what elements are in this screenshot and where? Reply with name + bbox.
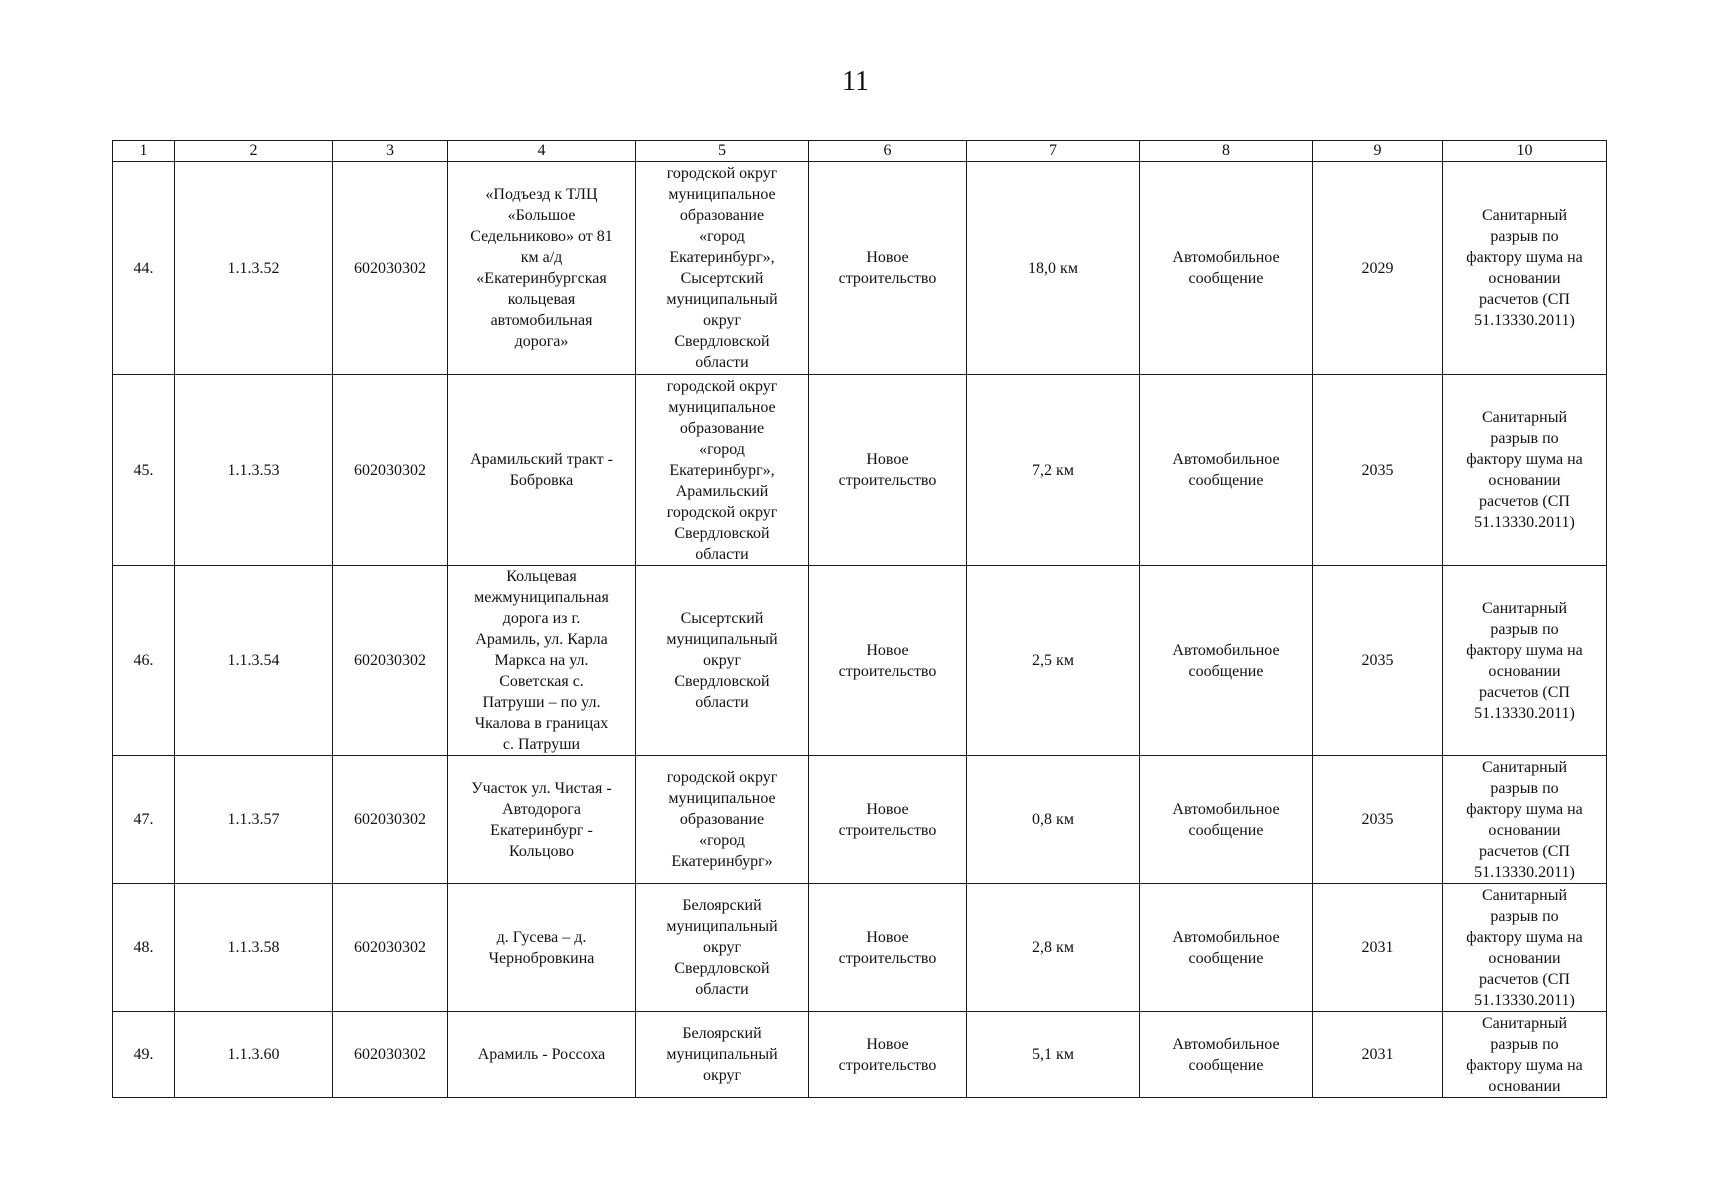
data-table [112, 140, 1607, 1098]
zone-description: Санитарный разрыв по фактору шума на основании [1443, 1012, 1607, 1098]
zone-description: Санитарный разрыв по фактору шума на основании расчетов (СП 51.13330.2011) [1443, 884, 1607, 1012]
object-code: 602030302 [333, 566, 448, 756]
transport-type: Автомобильное сообщение [1140, 1012, 1313, 1098]
transport-type: Автомобильное сообщение [1140, 566, 1313, 756]
year: 2035 [1313, 756, 1443, 884]
row-number: 45. [113, 375, 175, 566]
object-name: Арамильский тракт - Бобровка [448, 375, 636, 566]
year: 2031 [1313, 884, 1443, 1012]
table-row [113, 566, 1607, 756]
work-type: Новое строительство [809, 566, 967, 756]
table-row [113, 884, 1607, 1012]
transport-type: Автомобильное сообщение [1140, 162, 1313, 375]
header-cell: 4 [448, 141, 636, 162]
object-index: 1.1.3.54 [175, 566, 333, 756]
year: 2031 [1313, 1012, 1443, 1098]
table-row [113, 162, 1607, 375]
work-type: Новое строительство [809, 375, 967, 566]
header-cell: 2 [175, 141, 333, 162]
header-cell: 9 [1313, 141, 1443, 162]
object-name: д. Гусева – д. Чернобровкина [448, 884, 636, 1012]
zone-description: Санитарный разрыв по фактору шума на основании расчетов (СП 51.13330.2011) [1443, 756, 1607, 884]
object-code: 602030302 [333, 1012, 448, 1098]
work-type: Новое строительство [809, 162, 967, 375]
object-index: 1.1.3.52 [175, 162, 333, 375]
zone-description: Санитарный разрыв по фактору шума на основании расчетов (СП 51.13330.2011) [1443, 566, 1607, 756]
row-number: 47. [113, 756, 175, 884]
table-row [113, 756, 1607, 884]
object-index: 1.1.3.57 [175, 756, 333, 884]
length: 2,8 км [967, 884, 1140, 1012]
object-code: 602030302 [333, 375, 448, 566]
object-code: 602030302 [333, 884, 448, 1012]
location: городской округ муниципальное образование «город Екатеринбург», Сысертский муниципальный округ Свердловской области [636, 162, 809, 375]
location: Белоярский муниципальный округ [636, 1012, 809, 1098]
location: городской округ муниципальное образование «город Екатеринбург» [636, 756, 809, 884]
year: 2035 [1313, 375, 1443, 566]
row-number: 48. [113, 884, 175, 1012]
location: городской округ муниципальное образование «город Екатеринбург», Арамильский городской округ Свердловской области [636, 375, 809, 566]
length: 2,5 км [967, 566, 1140, 756]
year: 2029 [1313, 162, 1443, 375]
page-number: 11 [842, 66, 869, 97]
object-name: Кольцевая межмуниципальная дорога из г. Арамиль, ул. Карла Маркса на ул. Советская с. Патруши – по ул. Чкалова в границах с. Патруши [448, 566, 636, 756]
work-type: Новое строительство [809, 756, 967, 884]
header-row [113, 141, 1607, 162]
location: Сысертский муниципальный округ Свердловской области [636, 566, 809, 756]
work-type: Новое строительство [809, 884, 967, 1012]
row-number: 49. [113, 1012, 175, 1098]
object-name: «Подъезд к ТЛЦ «Большое Седельниково» от 81 км а/д «Екатеринбургская кольцевая автомобильная дорога» [448, 162, 636, 375]
header-cell: 5 [636, 141, 809, 162]
object-index: 1.1.3.53 [175, 375, 333, 566]
transport-type: Автомобильное сообщение [1140, 375, 1313, 566]
row-number: 46. [113, 566, 175, 756]
transport-type: Автомобильное сообщение [1140, 884, 1313, 1012]
table-row [113, 375, 1607, 566]
transport-type: Автомобильное сообщение [1140, 756, 1313, 884]
length: 18,0 км [967, 162, 1140, 375]
zone-description: Санитарный разрыв по фактору шума на основании расчетов (СП 51.13330.2011) [1443, 162, 1607, 375]
object-index: 1.1.3.60 [175, 1012, 333, 1098]
object-index: 1.1.3.58 [175, 884, 333, 1012]
row-number: 44. [113, 162, 175, 375]
object-name: Участок ул. Чистая - Автодорога Екатеринбург - Кольцово [448, 756, 636, 884]
length: 0,8 км [967, 756, 1140, 884]
location: Белоярский муниципальный округ Свердловской области [636, 884, 809, 1012]
table-row [113, 1012, 1607, 1098]
header-cell: 1 [113, 141, 175, 162]
object-name: Арамиль - Россоха [448, 1012, 636, 1098]
header-cell: 7 [967, 141, 1140, 162]
length: 5,1 км [967, 1012, 1140, 1098]
length: 7,2 км [967, 375, 1140, 566]
zone-description: Санитарный разрыв по фактору шума на основании расчетов (СП 51.13330.2011) [1443, 375, 1607, 566]
year: 2035 [1313, 566, 1443, 756]
work-type: Новое строительство [809, 1012, 967, 1098]
object-code: 602030302 [333, 162, 448, 375]
header-cell: 6 [809, 141, 967, 162]
header-cell: 8 [1140, 141, 1313, 162]
object-code: 602030302 [333, 756, 448, 884]
header-cell: 10 [1443, 141, 1607, 162]
header-cell: 3 [333, 141, 448, 162]
